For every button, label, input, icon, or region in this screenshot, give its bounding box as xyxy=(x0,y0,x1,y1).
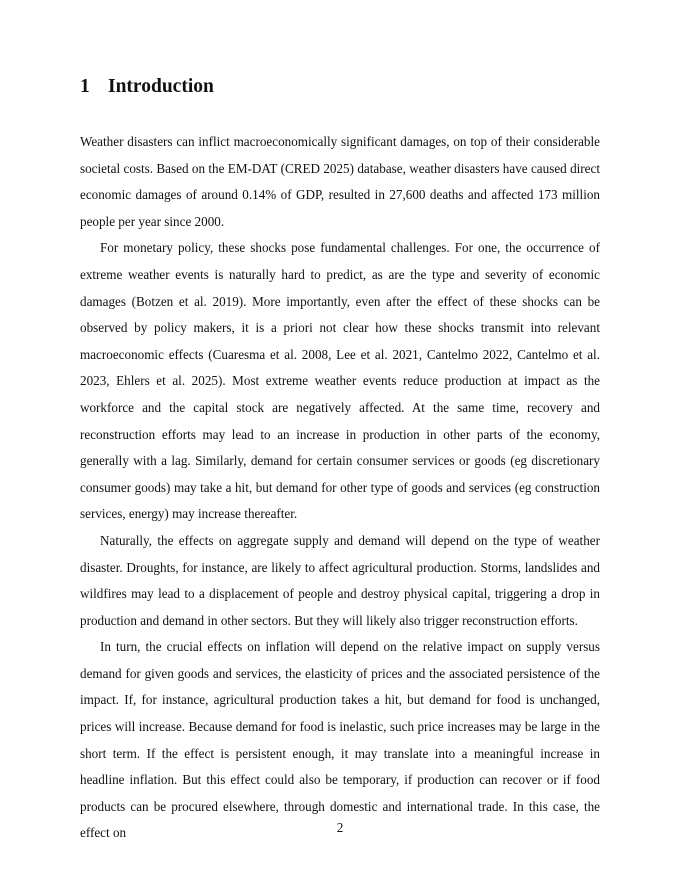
section-number: 1 xyxy=(80,76,90,97)
section-heading xyxy=(80,74,214,100)
paragraph: Weather disasters can inflict macroeconomically significant damages, on top of their considerable societal costs. Based on the EM-DAT (CRED 2025) database, weather disasters have caused direct economic damages of around 0.14% of GDP, resulted in 27,600 deaths and affected 173 million people per year since 2000. xyxy=(80,134,600,229)
page-number: 2 xyxy=(336,820,344,835)
section-title: Introduction xyxy=(108,76,214,97)
paragraph: Naturally, the effects on aggregate supply and demand will depend on the type of weather disaster. Droughts, for instance, are likely to affect agricultural production. Storms, landslides and wildfires may lead to a displacement of people and destroy physical capital, triggering a drop in production and demand in other sectors. But they will likely also trigger reconstruction efforts. xyxy=(80,532,600,628)
paragraph: For monetary policy, these shocks pose fundamental challenges. For one, the occurrence of extreme weather events is naturally hard to predict, as are the type and severity of economic damages (Botzen et al. 2019). More importantly, even after the effect of these shocks can be observed by policy makers, it is a priori not clear how these shocks transmit into relevant macroeconomic effects (Cuaresma et al. 2008, Lee et al. 2021, Cantelmo 2022, Cantelmo et al. 2023, Ehlers et al. 2025). Most extreme weather events reduce production at impact as the workforce and the capital stock are negatively affected. At the same time, recovery and reconstruction efforts may lead to an increase in production in other parts of the economy, generally with a lag. Similarly, demand for certain consumer services or goods (eg discretionary consumer goods) may take a hit, but demand for other type of goods and services (eg construction services, energy) may increase thereafter. xyxy=(80,240,600,522)
body-text xyxy=(80,129,600,847)
paper-page xyxy=(80,0,600,880)
paragraph: In turn, the crucial effects on inflation will depend on the relative impact on supply versus demand for given goods and services, the elasticity of prices and the associated persistence of the impact. If, for instance, agricultural production takes a hit, but demand for food is unchanged, prices will increase. Because demand for food is inelastic, such price increases may be large in the short term. If the effect is persistent enough, it may translate into a meaningful increase in headline inflation. But this effect could also be temporary, if production can recover or if food products can be procured elsewhere, through domestic and international trade. In this case, the effect on xyxy=(80,639,600,841)
